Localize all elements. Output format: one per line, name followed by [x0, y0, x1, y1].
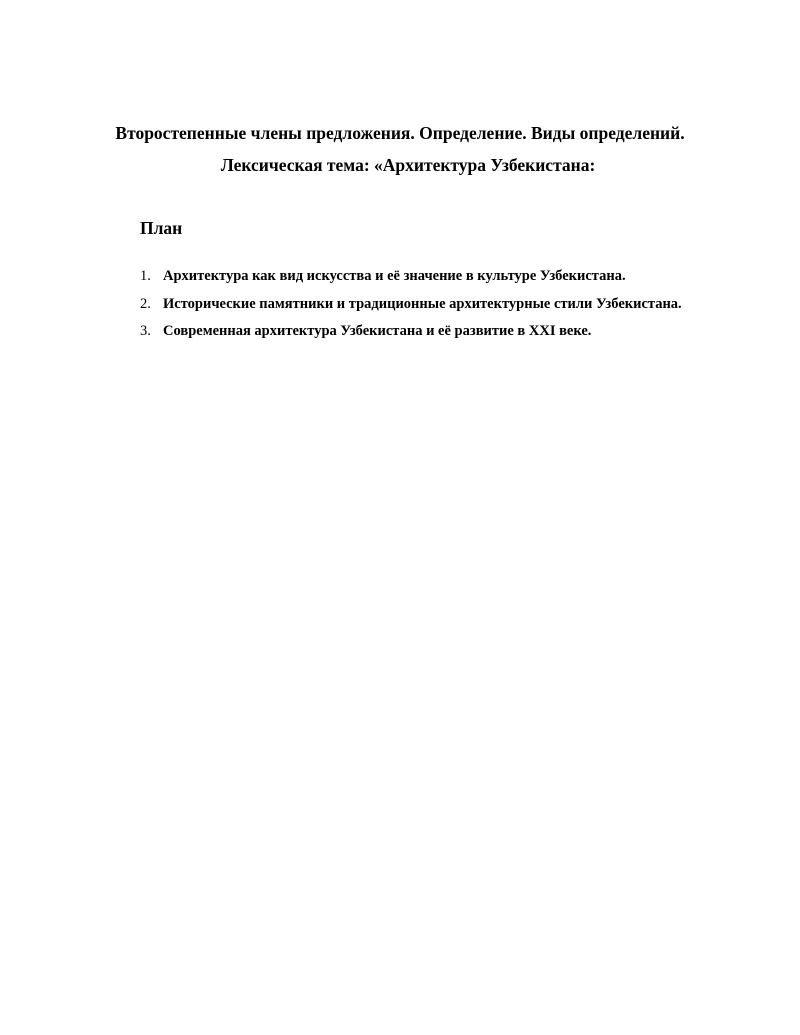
- document-heading-line-1: Второстепенные члены предложения. Определение. Виды определений.: [115, 123, 685, 143]
- plan-list: [140, 266, 682, 349]
- plan-item-3: [140, 321, 682, 349]
- plan-item-2: [140, 294, 682, 322]
- plan-item-number: 2.: [140, 295, 151, 312]
- plan-item-1: [140, 266, 682, 294]
- plan-item-number: 3.: [140, 323, 151, 339]
- plan-item-text: Исторические памятники и традиционные архитектурные стили Узбекистана.: [163, 295, 682, 312]
- plan-item-number: 1.: [140, 268, 151, 284]
- document-heading-line-2: Лексическая тема: «Архитектура Узбекистана:: [220, 155, 596, 175]
- plan-item-text: Архитектура как вид искусства и её значение в культуре Узбекистана.: [163, 268, 626, 284]
- plan-item-text: Современная архитектура Узбекистана и её развитие в XXI веке.: [163, 323, 592, 339]
- plan-title: План: [140, 218, 183, 238]
